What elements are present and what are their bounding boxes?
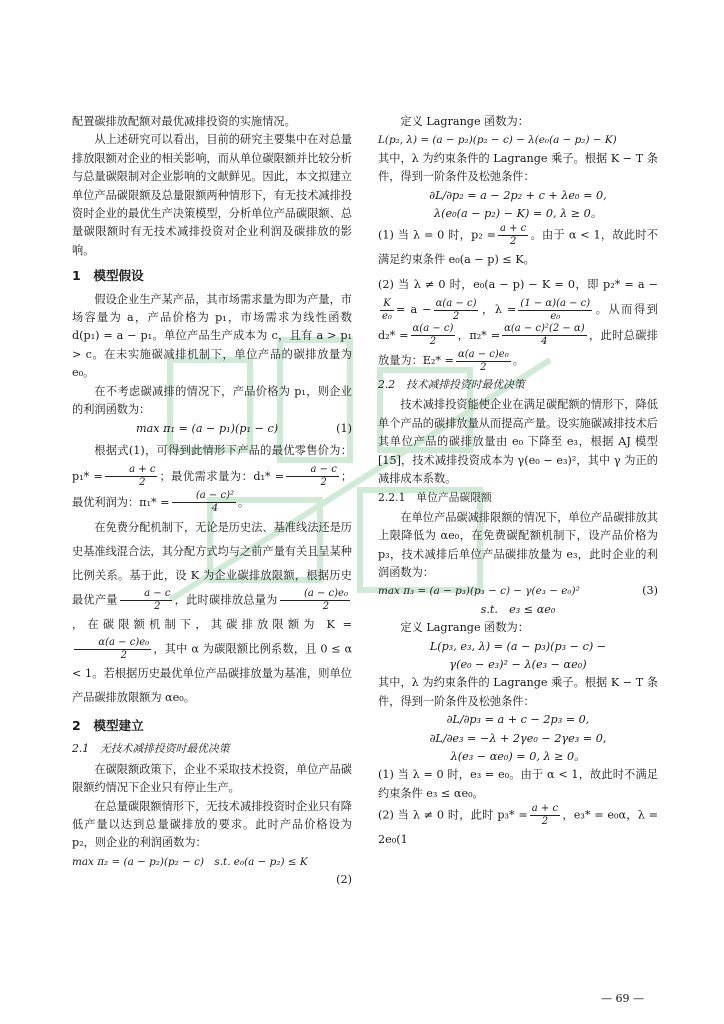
eq1-tag: (1) bbox=[336, 421, 352, 435]
case1-a: (1) 当 λ = 0 时，p₂ = bbox=[378, 228, 496, 242]
case-1 bbox=[378, 223, 658, 272]
eq3-body: max π₃ = (a − p₃)(p₃ − c) − γ(e₃ − e₀)² bbox=[378, 585, 580, 598]
equation-1 bbox=[72, 420, 352, 438]
free-2: ，此时碳排放总量为 bbox=[174, 593, 278, 607]
kt-eq-2: λ(e₀(a − p₂) − K) = 0, λ ≥ 0。 bbox=[434, 207, 602, 221]
heading-2: 2 模型建立 bbox=[72, 717, 144, 733]
free-3: ，在碳限额机制下，其碳排放限额为 K = bbox=[72, 617, 352, 631]
case4-a: (2) 当 λ ≠ 0 时，此时 p₃* = bbox=[378, 808, 528, 822]
frac-a-minus-c-sq-4: $\frac{\text{(a − c)²}}{4}$ bbox=[172, 490, 237, 515]
frac-p2: $\frac{a + c}{2}$ bbox=[499, 223, 527, 248]
heading-1: 1 模型假设 bbox=[72, 268, 144, 284]
case-4 bbox=[378, 803, 658, 852]
frac-pi2: $\frac{\text{α(a − c)²(2 − α)}}{4}$ bbox=[504, 323, 585, 348]
heading-2-1: 2.1 无技术减排投资时最优决策 bbox=[72, 742, 230, 756]
case4-b: ，e₃* = e₀α，λ = 2e₀(1 bbox=[378, 808, 659, 847]
para-assumption: 假设企业生产某产品，其市场需求量为即为产量，市场容量为 a，产品价格为 p₁，市场需求为线性函数 d(p₁) = a − p₁。单位产品生产成本为 c，且有 a > p₁ > c。在未实施碳减排机制下，单位产品的碳排放量为 e₀。 bbox=[72, 292, 352, 380]
para-no-carbon: 在不考虑碳减排的情况下，产品价格为 p₁，则企业的利润函数为： bbox=[72, 384, 352, 417]
opt-c: ；最优利润为：π₁* = bbox=[72, 469, 353, 509]
frac-hist-output: $\frac{a - c}{2}$ bbox=[120, 588, 173, 613]
frac-a-plus-c-2: $\frac{a + c}{2}$ bbox=[105, 464, 158, 489]
para-2-2-1: 在单位产品碳减排限额的情况下，单位产品碳排放其上限降低为 αe₀，在免费碳配额机制下，设产品价格为 p₃，技术减排后单位产品碳排放量为 e₃，此时企业的利润函数为： bbox=[378, 510, 658, 579]
case2-f: ，此时总碳排放量为：E₂* = bbox=[378, 328, 658, 368]
frac-total-emission: $\frac{\text{(a − c)e₀}}{2}$ bbox=[280, 588, 350, 613]
case2-a: (2) 当 λ ≠ 0 时，e₀(a − p) − K = 0，即 p₂* = a − bbox=[378, 278, 658, 292]
case2-d: 。从而得到 d₂* = bbox=[378, 303, 658, 342]
kt-eq-4: ∂L/∂e₃ = −λ + 2γe₀ − 2γe₃ = 0, bbox=[429, 731, 607, 745]
free-1: 在免费分配机制下，无论是历史法、基准线法还是历史基准线混合法，其分配方式均与之前产量有关且呈某种比例关系。基于此，设 K 为企业碳排放限额，根据历史最优产量 bbox=[72, 520, 352, 607]
para-2-2: 技术减排投资能使企业在满足碳配额的情形下，降低单个产品的碳排放量从而提高产量。设实施碳减排技术后其单位产品的碳排放量由 e₀ 下降至 e₃，根据 AJ 模型[15]，技术减排投资成本为 γ(e₀ − e₃)²，其中 γ 为正的减排成本系数。 bbox=[378, 398, 658, 485]
lagrange-intro: 定义 Lagrange 函数为： bbox=[400, 115, 529, 128]
para-kt: 其中，λ 为约束条件的 Lagrange 乘子。根据 K − T 条件，得到一阶条件及松弛条件： bbox=[378, 151, 658, 184]
opt-a: 根据式(1)，可得到此情形下产品的最优零售价为：p₁* = bbox=[72, 443, 352, 483]
frac-p3: $\frac{a + c}{2}$ bbox=[531, 803, 559, 828]
heading-2-2-1: 2.2.1 单位产品碳限额 bbox=[378, 491, 492, 505]
para-research: 从上述研究可以看出，目前的研究主要集中在对总量排放限额对企业的相关影响，而从单位碳限额并比较分析与总量碳限制对企业影响的文献鲜见。因此，本文拟建立单位产品碳限额及总量限额两种情形下，有无技术减排投资时企业的最优生产决策模型，分析单位产品碳限额、总量碳限额时有无技术减排投资对企业利润及碳排放的影响。 bbox=[72, 133, 352, 257]
frac-a-minus-c-2: $\frac{a - c}{2}$ bbox=[286, 464, 339, 489]
para-2-1-b: 在总量碳限额情形下，无技术减排投资时企业只有降低产量以达到总量碳排放的要求。此时产品价格设为 p₂，则企业的利润函数为： bbox=[72, 799, 352, 850]
lagrange-eq-2: L(p₂, λ) = (a − p₂)(p₂ − c) − λ(e₀(a − p₂) − K) bbox=[378, 134, 617, 147]
para-2-1-a: 在碳限额政策下，企业不采取技术投资，单位产品碳限额约情况下企业只有停止生产。 bbox=[72, 762, 352, 795]
eq3-tag: (3) bbox=[642, 584, 658, 598]
frac-lambda: $\frac{(1 - \alpha)(a - c)}{\text{e₀}}$ bbox=[520, 297, 591, 322]
frac-K-e0: $\frac{K}{\text{e₀}}$ bbox=[382, 297, 392, 322]
kt-eq-3: ∂L/∂p₃ = a + c − 2p₃ = 0, bbox=[446, 713, 590, 727]
eq3-constraint: s.t. e₃ ≤ αe₀ bbox=[480, 602, 556, 616]
heading-2-2: 2.2 技术减排投资时最优决策 bbox=[378, 377, 525, 391]
left-column bbox=[72, 113, 352, 890]
frac-alpha-ac-2: $\frac{\alpha(a - c)}{2}$ bbox=[435, 297, 477, 322]
frac-E2: $\frac{\text{α(a − c)e₀}}{2}$ bbox=[457, 348, 509, 373]
case-3: (1) 当 λ = 0 时，e₃ = e₀。由于 α < 1，故此时不满足约束条件 e₃ ≤ αe₀。 bbox=[378, 768, 658, 800]
frac-d2: $\frac{\alpha(a - c)}{2}$ bbox=[412, 323, 454, 348]
para-kt-2: 其中，λ 为约束条件的 Lagrange 乘子。根据 K − T 条件，得到一阶条件及松弛条件： bbox=[378, 676, 658, 708]
lagrange-eq-3a: L(p₃, e₃, λ) = (a − p₃)(p₃ − c) − bbox=[429, 639, 607, 653]
eq2-tag: (2) bbox=[336, 873, 352, 887]
case2-e: ，π₂* = bbox=[457, 328, 501, 342]
case2-b: = a − bbox=[395, 303, 432, 317]
lagrange-eq-3b: γ(e₀ − e₃)² − λ(e₃ − αe₀) bbox=[449, 658, 587, 672]
right-column bbox=[378, 113, 658, 852]
lagrange-intro-2: 定义 Lagrange 函数为： bbox=[400, 621, 529, 635]
case2-c: ，λ = bbox=[480, 303, 517, 317]
para-free-allocation bbox=[72, 516, 352, 710]
kt-eq-1: ∂L/∂p₂ = a − 2p₂ + c + λe₀ = 0, bbox=[429, 188, 607, 202]
eq1-body: max π₁ = (a − p₁)(p₁ − c) bbox=[136, 421, 279, 435]
case1-b: 。由于 α < 1，故此时不满足约束条件 e₀(a − p) ≤ K。 bbox=[378, 228, 658, 267]
case-2: (2) 当 λ ≠ 0 时，e₀(a − p) − K = 0，即 p₂* = a − $\frac{K}{\text{e₀}}$ = a − $\frac{\alpha(a - c)}{2}$ ，λ = $\frac{(1 - \alpha)(a - c)}{\text{e₀}}$ 。从而得到 d₂* = $\frac{\alpha(a - c)}{2}$ ，π₂* = $\frac{\text{α(a − c)²(2 − α)}}{4}$ ，此时总碳排放量为：E₂* = $\frac{\text{α(a − c)e₀}}{2}$ 。 bbox=[378, 278, 658, 373]
intro-end: 配置碳排放配额对最优减排投资的实施情况。 bbox=[72, 115, 296, 128]
equation-3 bbox=[378, 582, 658, 600]
page-number: — 69 — bbox=[601, 992, 644, 1005]
equation-2: max π₂ = (a − p₂)(p₂ − c) s.t. e₀(a − p₂) ≤ K bbox=[72, 855, 308, 868]
free-4: ，其中 α 为碳限额比例系数，且 0 ≤ α < 1。若根据历史最优单位产品碳排放量为基准，则单位产品碳排放限额为 αe₀。 bbox=[72, 642, 352, 704]
para-optimum: 根据式(1)，可得到此情形下产品的最优零售价为：p₁* = $\frac{a + c}{2}$ ；最优需求量为：d₁* = $\frac{a - c}{2}$ ；最优利润为：π₁* = $\frac{\text{(a − c)²}}{4}$ 。 bbox=[72, 443, 353, 515]
kt-eq-5: λ(e₃ − αe₀) = 0, λ ≥ 0。 bbox=[450, 750, 586, 764]
opt-b: ；最优需求量为：d₁* = bbox=[159, 469, 285, 483]
frac-K: $\frac{\text{α(a − c)e₀}}{2}$ bbox=[74, 637, 151, 662]
